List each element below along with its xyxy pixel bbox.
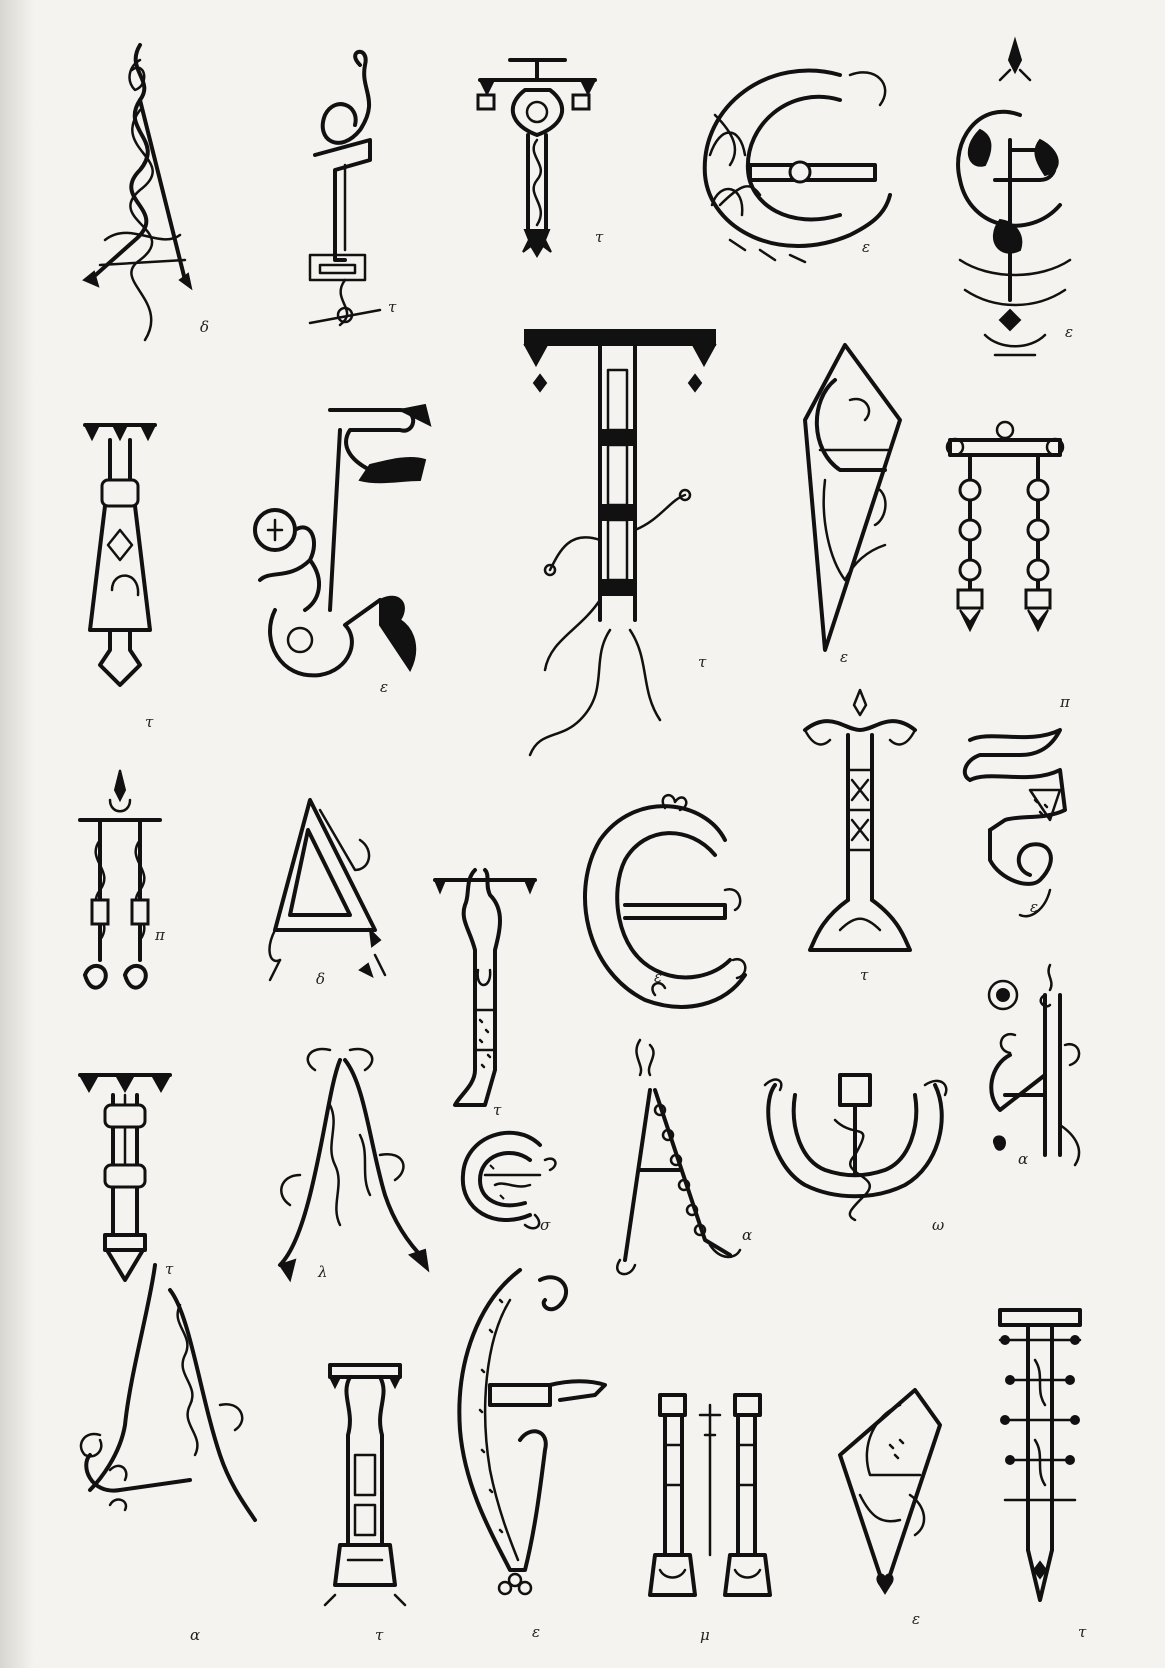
ornamental-letter-epsilon-pointed-icon bbox=[790, 340, 910, 660]
ornamental-letter-epsilon-serpent-icon bbox=[950, 720, 1080, 930]
glyph-label: τ bbox=[165, 1260, 174, 1278]
ornamental-letter-tau-pendants-icon bbox=[470, 50, 610, 260]
glyph-label: ε bbox=[532, 1623, 541, 1641]
ornamental-letter-alpha-floral-icon bbox=[975, 965, 1095, 1175]
glyph-label: δ bbox=[200, 318, 210, 336]
glyph-label: ε bbox=[380, 678, 389, 696]
ornamental-letter-tau-acanthus-icon bbox=[800, 690, 920, 960]
glyph-label: μ bbox=[700, 1626, 710, 1644]
glyph-label: π bbox=[155, 926, 165, 944]
glyph-label: δ bbox=[316, 970, 326, 988]
glyph-label: τ bbox=[493, 1101, 502, 1119]
ornamental-letter-omega-knot-icon bbox=[755, 1065, 955, 1225]
glyph-label: α bbox=[1018, 1150, 1029, 1168]
glyph-label: α bbox=[742, 1226, 753, 1244]
ornamental-letter-alpha-interlace-icon bbox=[70, 40, 210, 350]
glyph-label: λ bbox=[318, 1263, 328, 1281]
ornamental-letter-tau-vine-icon bbox=[520, 330, 720, 770]
glyph-label: τ bbox=[595, 228, 604, 246]
ornamental-letter-epsilon-trefoil-icon bbox=[575, 790, 755, 1020]
glyph-label: ε bbox=[1030, 898, 1039, 916]
glyph-label: τ bbox=[388, 298, 397, 316]
ornamental-letter-epsilon-diamond-icon bbox=[830, 1385, 950, 1605]
ornamental-letter-pi-arrows-icon bbox=[75, 770, 165, 1000]
ornamental-letter-pi-flowers-icon bbox=[940, 410, 1070, 650]
glyph-label: τ bbox=[1078, 1623, 1087, 1641]
ornamental-letter-alpha-scroll-icon bbox=[70, 1255, 270, 1535]
ornamental-letter-mu-icon bbox=[640, 1385, 780, 1615]
ornamental-letter-tau-spiked-icon bbox=[990, 1300, 1090, 1620]
glyph-label: ε bbox=[654, 968, 663, 986]
glyph-label: τ bbox=[145, 713, 154, 731]
glyph-label: α bbox=[190, 1626, 201, 1644]
glyph-label: σ bbox=[540, 1216, 551, 1234]
glyph-label: ω bbox=[932, 1216, 945, 1234]
page-shadow bbox=[0, 0, 34, 1668]
ornamental-letter-tau-column-icon bbox=[320, 1355, 410, 1615]
ornamental-letter-epsilon-hand-icon bbox=[450, 1260, 610, 1600]
ornamental-letter-epsilon-hound-icon bbox=[250, 400, 440, 690]
glyph-label: ε bbox=[862, 238, 871, 256]
ornamental-letter-delta-icon bbox=[260, 790, 390, 990]
glyph-label: τ bbox=[375, 1626, 384, 1644]
ornamental-letter-epsilon-floral-icon bbox=[940, 40, 1090, 370]
glyph-label: ε bbox=[840, 648, 849, 666]
glyph-label: τ bbox=[860, 966, 869, 984]
ornamental-letter-tau-hand-icon bbox=[430, 870, 540, 1120]
glyph-label: ε bbox=[1065, 323, 1074, 341]
ornamental-letter-alpha-beaded-icon bbox=[600, 1040, 753, 1290]
glyph-label: τ bbox=[698, 653, 707, 671]
ornamental-letter-epsilon-fish-icon bbox=[690, 55, 910, 265]
glyph-label: π bbox=[1060, 693, 1070, 711]
ornamental-letter-tau-knot-icon bbox=[80, 420, 160, 700]
ornamental-letter-tau-bird-icon bbox=[300, 45, 400, 330]
ornamental-letter-lambda-leaf-icon bbox=[270, 1045, 430, 1285]
glyph-label: ε bbox=[912, 1610, 921, 1628]
